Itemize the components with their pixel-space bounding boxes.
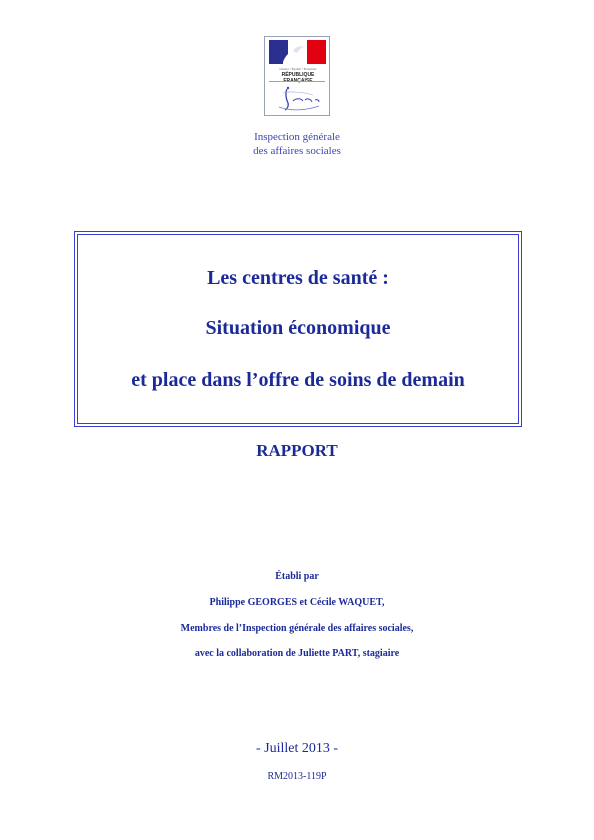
collaboration-line: avec la collaboration de Juliette PART, stagiaire [194, 648, 400, 659]
organization-name-line1: Inspection générale [254, 131, 340, 143]
logo-motto: Liberté • Égalité • Fraternité [279, 67, 317, 71]
title-line-1: Les centres de santé : [207, 267, 389, 289]
title-line-3: et place dans l’offre de soins de demain [131, 369, 465, 391]
marianne-flag-icon [269, 40, 326, 64]
republique-francaise-igas-logo [264, 36, 330, 116]
igas-logo-icon [273, 85, 323, 113]
report-date: - Juillet 2013 - [255, 741, 339, 756]
title-box [74, 231, 522, 427]
report-reference: RM2013-119P [267, 771, 327, 782]
logo-separator [269, 81, 325, 82]
authors-line: Philippe GEORGES et Cécile WAQUET, [209, 597, 385, 608]
organization-name-line2: des affaires sociales [253, 145, 341, 157]
title-line-2: Situation économique [205, 317, 391, 339]
established-by-label: Établi par [275, 571, 319, 582]
report-label: RAPPORT [256, 441, 338, 460]
members-line: Membres de l’Inspection générale des affaires sociales, [180, 623, 414, 634]
logo-republique-francaise: RÉPUBLIQUE [281, 72, 315, 78]
